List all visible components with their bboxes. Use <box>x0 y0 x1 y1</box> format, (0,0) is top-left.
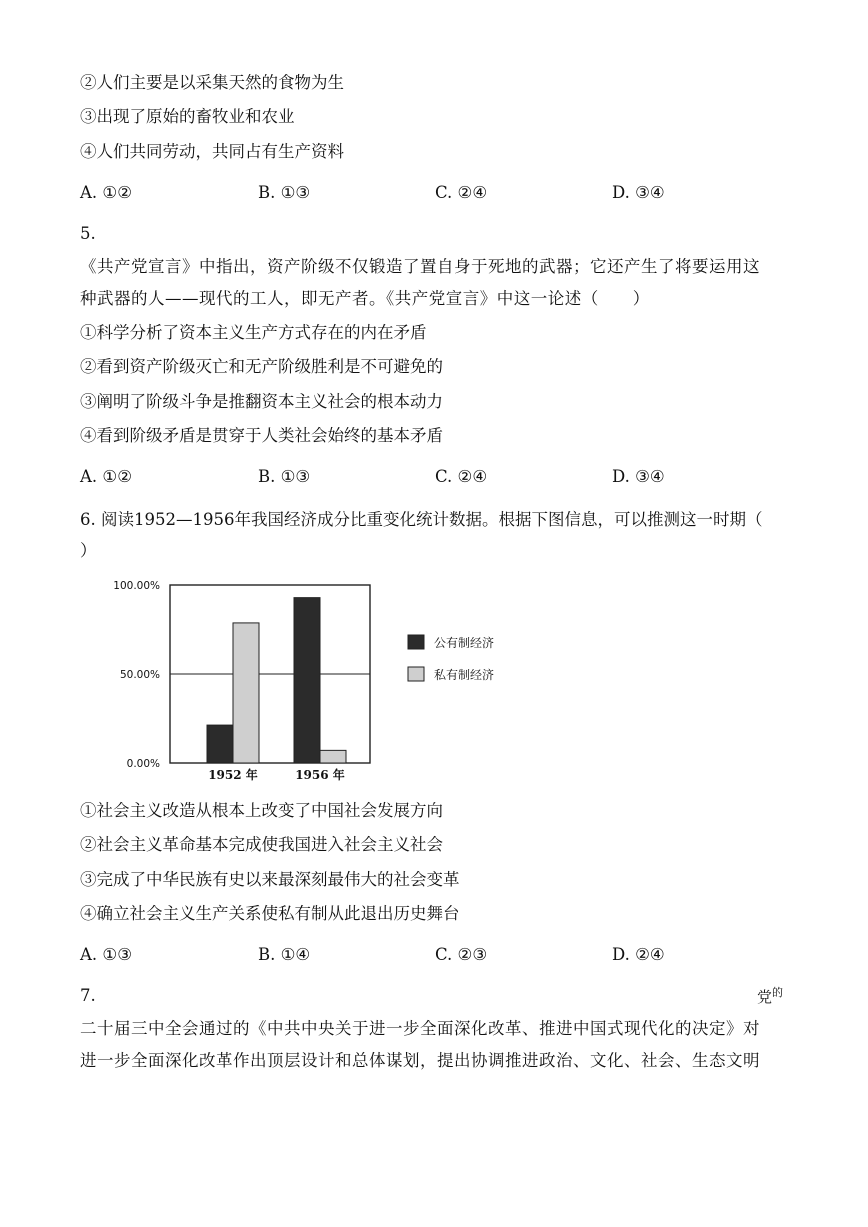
q5-number: 5. <box>80 224 96 243</box>
q6-item-3: ③完成了中华民族有史以来最深刻最伟大的社会变革 <box>80 870 460 889</box>
q7-aside-text <box>757 983 783 1007</box>
q4-option-a[interactable]: A. ①② <box>80 183 132 202</box>
q5-options <box>80 466 780 488</box>
economy-share-bar-chart <box>88 575 528 785</box>
legend-swatch <box>408 667 424 681</box>
bar-private-1 <box>320 750 346 763</box>
q4-item-3: ③出现了原始的畜牧业和农业 <box>80 107 295 126</box>
legend-label: 公有制经济 <box>434 636 495 650</box>
q6-stem-line-1: 6. 阅读1952—1956年我国经济成分比重变化统计数据。根据下图信息，可以推测这一时期（ <box>80 510 763 529</box>
y-tick-label: 50.00% <box>119 669 160 681</box>
q5-option-b[interactable]: B. ①③ <box>258 467 311 486</box>
x-tick-label: 1952 年 <box>208 768 258 782</box>
q5-item-3: ③阐明了阶级斗争是推翻资本主义社会的根本动力 <box>80 392 443 411</box>
q5-option-c[interactable]: C. ②④ <box>435 467 488 486</box>
q5-stem-line-2: 种武器的人——现代的工人，即无产者。《共产党宣言》中这一论述（ ） <box>80 289 650 308</box>
q5-item-4: ④看到阶级矛盾是贯穿于人类社会始终的基本矛盾 <box>80 426 443 445</box>
q4-option-d[interactable]: D. ③④ <box>612 183 665 202</box>
q6-option-d[interactable]: D. ②④ <box>612 945 665 964</box>
q6-item-1: ①社会主义改造从根本上改变了中国社会发展方向 <box>80 801 443 820</box>
q7-number: 7. <box>80 986 96 1005</box>
q6-stem-line-2: ） <box>80 541 97 560</box>
q6-option-c[interactable]: C. ②③ <box>435 945 488 964</box>
bar-public-0 <box>207 725 233 763</box>
q5-item-1: ①科学分析了资本主义生产方式存在的内在矛盾 <box>80 323 427 342</box>
y-tick-label: 100.00% <box>113 580 160 592</box>
q7-stem-line-1: 二十届三中全会通过的《中共中央关于进一步全面深化改革、推进中国式现代化的决定》对 <box>80 1019 760 1038</box>
q5-item-2: ②看到资产阶级灭亡和无产阶级胜利是不可避免的 <box>80 357 443 376</box>
q4-option-b[interactable]: B. ①③ <box>258 183 311 202</box>
q5-option-a[interactable]: A. ①② <box>80 467 132 486</box>
y-tick-label: 0.00% <box>126 758 160 770</box>
q5-stem-line-1: 《共产党宣言》中指出，资产阶级不仅锻造了置自身于死地的武器；它还产生了将要运用这 <box>80 257 760 276</box>
q5-option-d[interactable]: D. ③④ <box>612 467 665 486</box>
q6-options <box>80 944 780 966</box>
q4-item-2: ②人们主要是以采集天然的食物为生 <box>80 73 344 92</box>
x-tick-label: 1956 年 <box>295 768 345 782</box>
q7-aside-main: 党 <box>757 988 773 1006</box>
legend-swatch <box>408 635 424 649</box>
q7-aside-sup: 的 <box>772 986 784 999</box>
bar-private-0 <box>233 623 259 763</box>
q4-option-c[interactable]: C. ②④ <box>435 183 488 202</box>
plot-area <box>113 580 494 782</box>
q6-item-4: ④确立社会主义生产关系使私有制从此退出历史舞台 <box>80 904 460 923</box>
q7-stem-line-2: 进一步全面深化改革作出顶层设计和总体谋划，提出协调推进政治、文化、社会、生态文明 <box>80 1051 760 1070</box>
q6-item-2: ②社会主义革命基本完成使我国进入社会主义社会 <box>80 835 443 854</box>
q6-option-b[interactable]: B. ①④ <box>258 945 311 964</box>
bar-public-1 <box>294 598 320 763</box>
q4-item-4: ④人们共同劳动，共同占有生产资料 <box>80 142 344 161</box>
legend-label: 私有制经济 <box>434 668 495 682</box>
q6-option-a[interactable]: A. ①③ <box>80 945 132 964</box>
q4-options <box>80 182 780 204</box>
